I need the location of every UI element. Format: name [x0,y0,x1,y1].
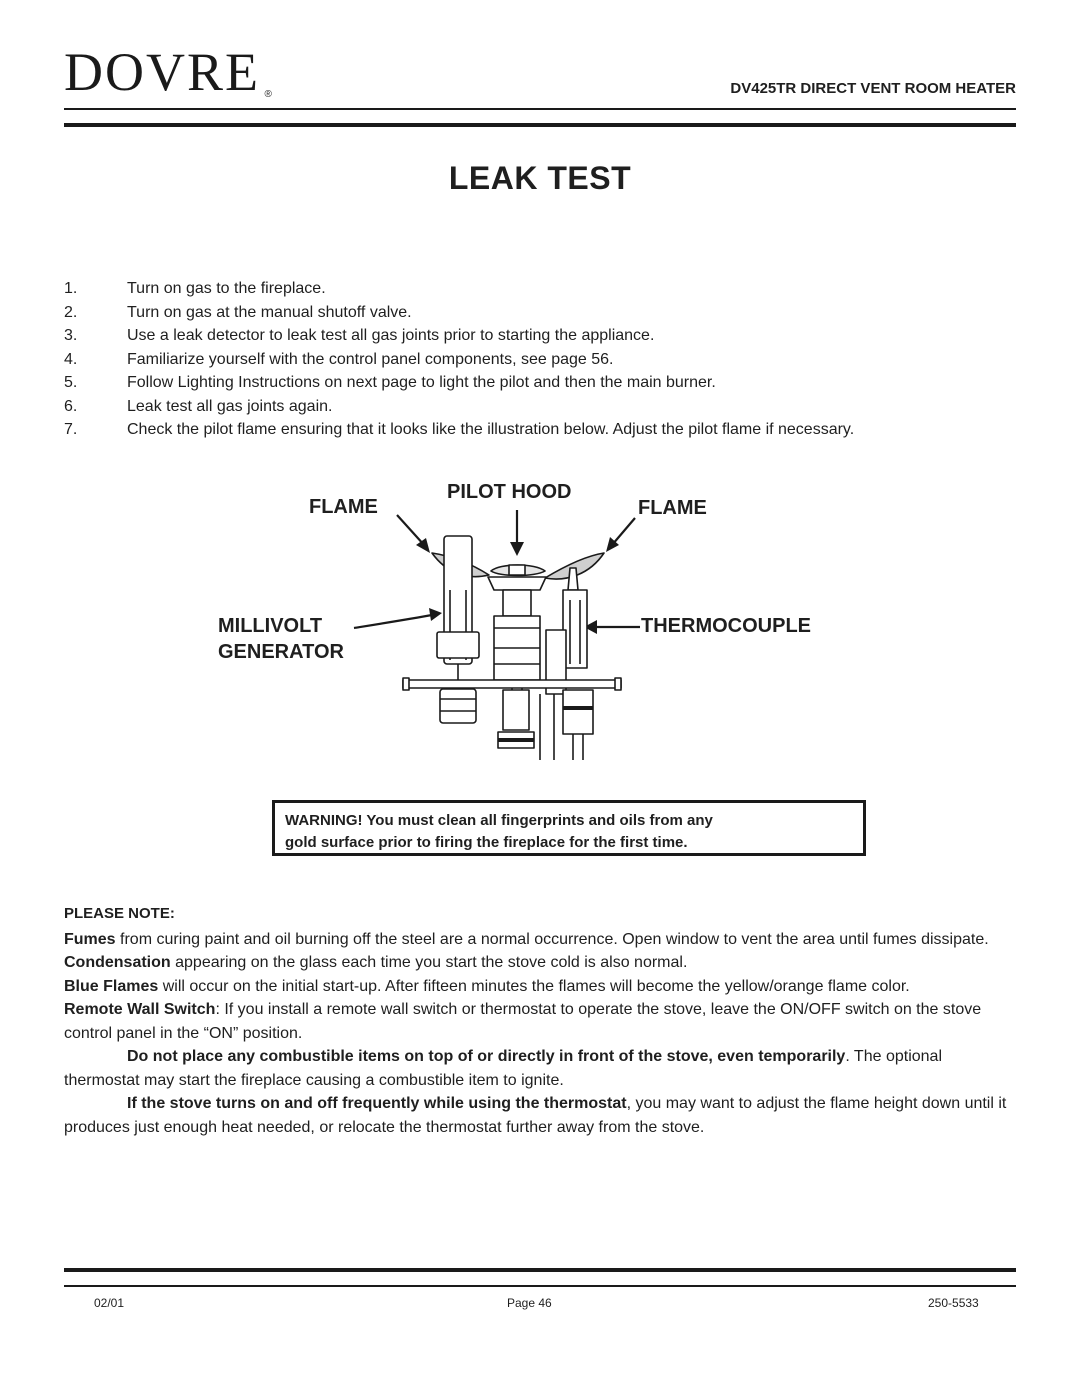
pilot-body [488,565,546,748]
note-combustible [64,1045,1016,1092]
note-condensation [64,951,1016,975]
step-3 [64,324,1024,348]
header-rule-top [64,108,1016,110]
document-title: DV425TR DIRECT VENT ROOM HEATER [730,80,1016,97]
millivolt-generator [437,536,479,723]
step-number: 7. [64,421,78,438]
note-bold: If the stove turns on and off frequently while using the thermostat [127,1095,627,1112]
step-text: Leak test all gas joints again. [127,397,333,415]
step-1 [64,277,1024,301]
note-remote-switch [64,998,1016,1045]
step-number: 4. [64,350,78,368]
note-text: , you may want to adjust the flame height down until it produces just enough heat needed, or relocate the thermostat further away from the stove. [64,1095,1007,1136]
step-number: 2. [64,303,78,321]
step-number: 5. [64,374,78,391]
note-term: Remote Wall Switch [64,1001,216,1018]
warning-line-1: WARNING! You must clean all fingerprints and oils from any [285,812,713,829]
step-6 [64,395,1024,419]
header-rule-bottom [64,123,1016,127]
warning-line-2: gold surface prior to firing the fireplace for the first time. [285,834,688,851]
label-flame-right: FLAME [638,497,707,519]
footer-page-number: Page 46 [507,1296,552,1310]
note-blue-flames [64,975,1016,999]
step-number: 3. [64,327,78,344]
pilot-assembly-diagram [300,505,660,770]
mounting-bracket [403,678,621,690]
note-fumes [64,928,1016,952]
step-text: Familiarize yourself with the control panel components, see page 56. [127,350,614,368]
footer-rule-top [64,1268,1016,1272]
page-title: LEAK TEST [448,160,632,196]
logo-text: DOVRE [64,42,260,102]
step-4 [64,348,1024,372]
step-text: Turn on gas at the manual shutoff valve. [127,303,412,321]
note-term: Condensation [64,954,171,971]
step-number: 1. [64,280,78,297]
note-text: . The optional thermostat may start the fireplace causing a combustible item to ignite. [64,1048,942,1089]
registered-mark: ® [264,89,272,100]
step-7 [64,418,1024,442]
note-term: Blue Flames [64,977,159,995]
note-thermostat [64,1092,1016,1139]
step-5 [64,371,1024,395]
thermocouple [540,568,593,760]
note-text: from curing paint and oil burning off the steel are a normal occurrence. Open window to vent the area until fumes dissipate. [115,930,989,948]
step-number: 6. [64,397,78,415]
warning-box [272,800,866,856]
footer-document-code: 250-5533 [928,1296,979,1310]
step-text: Turn on gas to the fireplace. [127,280,326,297]
footer-date: 02/01 [94,1296,125,1310]
note-text: appearing on the glass each time you start the stove cold is also normal. [170,954,688,971]
dovre-logo [64,44,284,100]
note-text: : If you install a remote wall switch or thermostat to operate the stove, leave the ON/OFF switch on the stove control panel in the “ON” position. [64,1001,982,1042]
notes-section [64,902,1016,1139]
label-flame-left: FLAME [309,496,378,518]
please-note-heading: PLEASE NOTE: [64,905,175,922]
step-text: Use a leak detector to leak test all gas joints prior to starting the appliance. [127,327,655,344]
note-term: Fumes [64,930,116,948]
label-thermocouple: THERMOCOUPLE [641,615,811,637]
step-text: Check the pilot flame ensuring that it looks like the illustration below. Adjust the pilot flame if necessary. [127,421,855,438]
step-2 [64,301,1024,325]
label-generator: GENERATOR [218,641,344,663]
steps-list [64,277,1024,442]
note-bold: Do not place any combustible items on top of or directly in front of the stove, even temporarily [127,1048,846,1065]
footer-rule-bottom [64,1285,1016,1287]
step-text: Follow Lighting Instructions on next page to light the pilot and then the main burner. [127,374,716,391]
label-pilot-hood: PILOT HOOD [447,481,572,503]
label-millivolt: MILLIVOLT [218,615,323,637]
note-text: will occur on the initial start-up. After fifteen minutes the flames will become the yellow/orange flame color. [158,977,910,995]
